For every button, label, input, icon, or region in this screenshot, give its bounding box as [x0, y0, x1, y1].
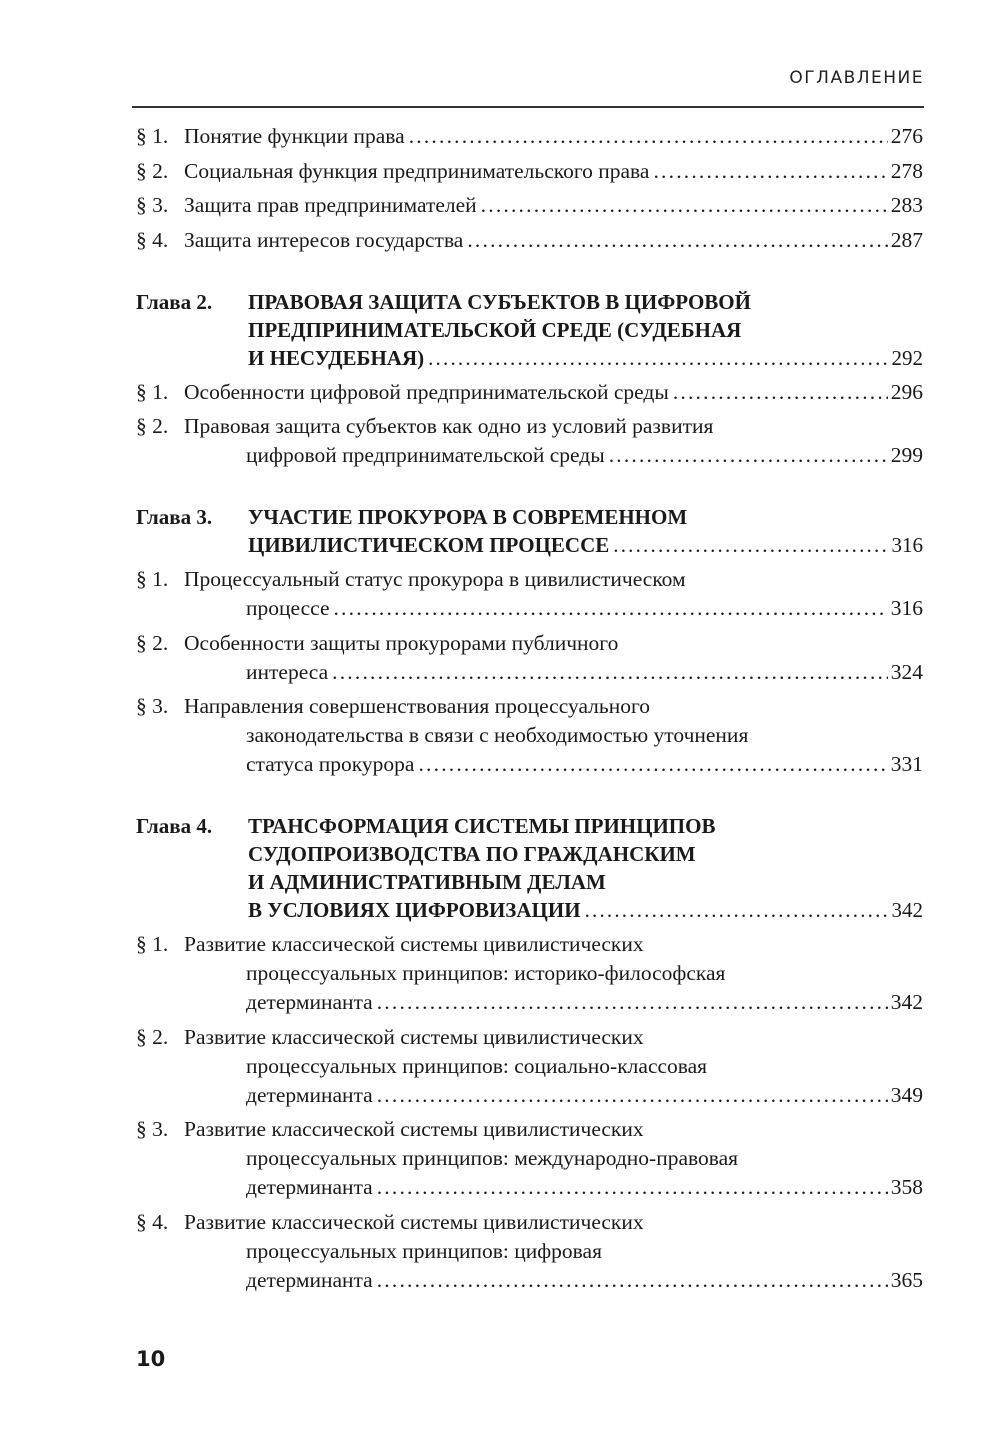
header-rule — [132, 106, 924, 108]
entry-title — [184, 378, 923, 407]
toc-section-entry — [136, 412, 923, 470]
entry-title-line: Процессуальный статус прокурора в цивилистическом — [184, 567, 686, 591]
section-label: § 1. — [136, 932, 169, 956]
section-label: § 1. — [136, 124, 169, 148]
entry-title-line: ТРАНСФОРМАЦИЯ СИСТЕМЫ ПРИНЦИПОВ — [248, 814, 716, 838]
toc-section-entry — [136, 565, 923, 623]
page-ref: 287 — [890, 227, 923, 252]
chapter-label: Глава 4. — [136, 814, 213, 838]
entry-title-text: статуса прокурора — [246, 752, 415, 776]
toc-section-entry — [136, 122, 923, 151]
entry-title-line: Развитие классической системы цивилистических — [184, 1209, 644, 1234]
section-label: § 1. — [136, 379, 169, 404]
entry-title-line: процессуальных принципов: международно-правовая — [246, 1146, 739, 1170]
page-ref: 331 — [890, 752, 923, 776]
entry-title — [184, 122, 923, 151]
dot-leader — [333, 594, 887, 623]
toc-chapter-entry — [136, 288, 923, 372]
entry-title-line: Развитие классической системы цивилистических — [184, 1117, 644, 1141]
entry-title-line — [184, 191, 923, 220]
page-ref: 316 — [891, 533, 923, 557]
entry-title-text: Понятие функции права — [184, 124, 405, 148]
entry-title — [184, 1023, 923, 1110]
entry-title — [184, 1115, 923, 1202]
entry-title-line — [184, 594, 923, 623]
entry-title-line: УЧАСТИЕ ПРОКУРОРА В СОВРЕМЕННОМ — [248, 505, 688, 529]
dot-leader — [409, 122, 888, 151]
entry-title-line — [184, 750, 923, 779]
entry-title-text: детерминанта — [246, 1175, 373, 1199]
entry-title-text: процессе — [246, 596, 330, 620]
toc-section-entry — [136, 692, 923, 779]
toc-section-entry — [136, 226, 923, 255]
entry-title — [248, 812, 923, 924]
entry-title-text: Защита интересов государства — [184, 227, 464, 252]
page-ref: 292 — [891, 345, 923, 370]
entry-title — [248, 288, 923, 372]
page-ref: 342 — [890, 990, 923, 1014]
entry-title-line — [184, 226, 923, 255]
page-ref: 349 — [890, 1082, 923, 1107]
entry-title-line: законодательства в связи с необходимостью уточнения — [246, 723, 749, 747]
dot-leader — [332, 658, 888, 687]
dot-leader — [428, 344, 888, 372]
toc-section-entry — [136, 629, 923, 687]
entry-title-line: процессуальных принципов: историко-философская — [246, 961, 726, 985]
entry-title-text: цифровой предпринимательской среды — [246, 443, 605, 467]
entry-title-line — [184, 1266, 923, 1295]
entry-title-text: Защита прав предпринимателей — [184, 193, 477, 217]
toc-section-entry — [136, 1115, 923, 1202]
entry-title-text: ЦИВИЛИСТИЧЕСКОМ ПРОЦЕССЕ — [248, 533, 610, 557]
dot-leader — [609, 441, 888, 470]
entry-title — [248, 503, 923, 559]
entry-title — [184, 412, 923, 470]
dot-leader — [585, 896, 889, 924]
entry-title — [184, 565, 923, 623]
dot-leader — [377, 988, 888, 1017]
section-label: § 2. — [136, 1024, 169, 1049]
page-ref: 324 — [890, 659, 923, 684]
entry-title — [184, 629, 923, 687]
entry-title — [184, 191, 923, 220]
toc-section-entry — [136, 191, 923, 220]
dot-leader — [418, 750, 887, 779]
page-ref: 276 — [890, 124, 923, 148]
entry-title-line — [184, 1173, 923, 1202]
entry-title-line — [248, 531, 923, 559]
entry-title-line: СУДОПРОИЗВОДСТВА ПО ГРАЖДАНСКИМ — [248, 842, 696, 866]
entry-title-line: Особенности защиты прокурорами публичного — [184, 630, 619, 655]
page-ref: 358 — [890, 1175, 923, 1199]
section-label: § 3. — [136, 694, 169, 718]
page-number: 10 — [136, 1347, 166, 1371]
toc-section-entry — [136, 930, 923, 1017]
entry-title-line: И АДМИНИСТРАТИВНЫМ ДЕЛАМ — [248, 870, 606, 894]
entry-title-line — [184, 988, 923, 1017]
entry-title — [184, 226, 923, 255]
page-ref: 299 — [890, 443, 923, 467]
toc-section-entry — [136, 1208, 923, 1295]
entry-title-line — [184, 378, 923, 407]
page-ref: 342 — [891, 898, 923, 922]
entry-title-text: интереса — [246, 659, 329, 684]
entry-title-text: детерминанта — [246, 990, 373, 1014]
toc-section-entry — [136, 378, 923, 407]
toc-chapter-entry — [136, 503, 923, 559]
entry-title-line — [248, 896, 923, 924]
page-ref: 283 — [890, 193, 923, 217]
entry-title-line: процессуальных принципов: цифровая — [246, 1238, 602, 1263]
entry-title-text: детерминанта — [246, 1267, 373, 1292]
chapter-label: Глава 2. — [136, 289, 213, 314]
dot-leader — [673, 378, 888, 407]
entry-title — [184, 1208, 923, 1295]
toc-chapter-entry — [136, 812, 923, 924]
entry-title-line — [184, 122, 923, 151]
entry-title-text: Особенности цифровой предпринимательской среды — [184, 379, 669, 404]
section-label: § 2. — [136, 414, 169, 438]
entry-title-line: ПРЕДПРИНИМАТЕЛЬСКОЙ СРЕДЕ (СУДЕБНАЯ — [248, 317, 742, 342]
table-of-contents — [136, 122, 923, 1300]
entry-title — [184, 930, 923, 1017]
dot-leader — [467, 226, 887, 255]
entry-title-line: Направления совершенствования процессуального — [184, 694, 651, 718]
entry-title-text: В УСЛОВИЯХ ЦИФРОВИЗАЦИИ — [248, 898, 581, 922]
chapter-label: Глава 3. — [136, 505, 213, 529]
entry-title-line: Правовая защита субъектов как одно из условий развития — [184, 414, 714, 438]
entry-title-line — [184, 157, 923, 186]
section-label: § 2. — [136, 158, 169, 183]
entry-title-line: Развитие классической системы цивилистических — [184, 1024, 644, 1049]
toc-section-entry — [136, 1023, 923, 1110]
page-ref: 365 — [890, 1267, 923, 1292]
entry-title-line — [184, 1081, 923, 1110]
entry-title-text: И НЕСУДЕБНАЯ) — [248, 345, 425, 370]
entry-title-line — [248, 344, 923, 372]
dot-leader — [481, 191, 888, 220]
entry-title-line: ПРАВОВАЯ ЗАЩИТА СУБЪЕКТОВ В ЦИФРОВОЙ — [248, 289, 751, 314]
entry-title — [184, 692, 923, 779]
dot-leader — [653, 157, 887, 186]
entry-title-line — [184, 658, 923, 687]
section-label: § 4. — [136, 227, 169, 252]
entry-title-text: детерминанта — [246, 1082, 373, 1107]
section-label: § 1. — [136, 567, 169, 591]
page-ref: 296 — [890, 379, 923, 404]
dot-leader — [377, 1266, 888, 1295]
section-label: § 3. — [136, 193, 169, 217]
page-ref: 278 — [890, 158, 923, 183]
toc-section-entry — [136, 157, 923, 186]
entry-title — [184, 157, 923, 186]
entry-title-line: процессуальных принципов: социально-классовая — [246, 1053, 708, 1078]
dot-leader — [377, 1081, 888, 1110]
dot-leader — [613, 531, 888, 559]
running-header: ОГЛАВЛЕНИЕ — [789, 68, 924, 88]
section-label: § 2. — [136, 630, 169, 655]
section-label: § 3. — [136, 1117, 169, 1141]
dot-leader — [377, 1173, 888, 1202]
page-ref: 316 — [890, 596, 923, 620]
entry-title-line: Развитие классической системы цивилистических — [184, 932, 644, 956]
entry-title-line — [184, 441, 923, 470]
section-label: § 4. — [136, 1209, 169, 1234]
entry-title-text: Социальная функция предпринимательского права — [184, 158, 650, 183]
